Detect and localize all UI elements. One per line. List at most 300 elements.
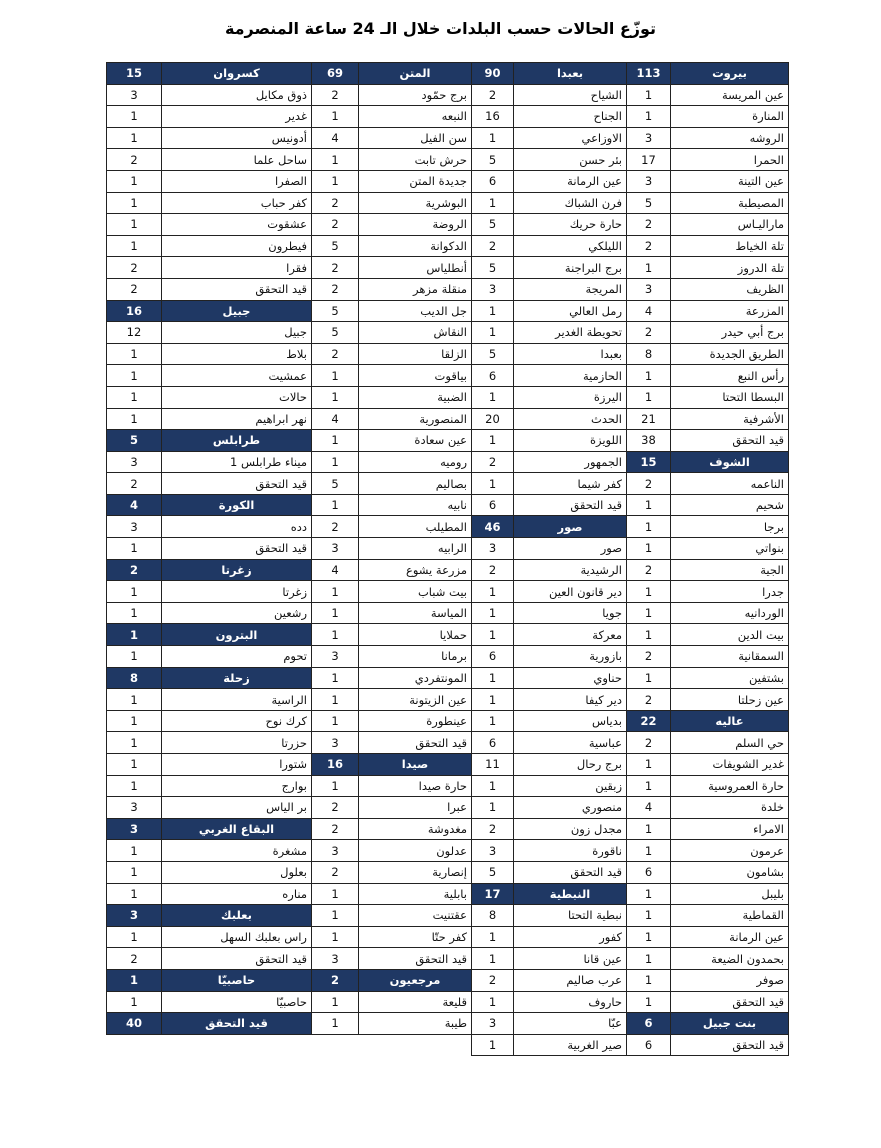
case-count: 11 [472, 754, 514, 776]
town-row [312, 926, 472, 948]
case-count: 1 [107, 127, 162, 149]
case-count: 4 [627, 300, 671, 322]
town-name: عباسية [514, 732, 627, 754]
town-row [312, 343, 472, 365]
town-row [472, 754, 627, 776]
town-name: قيد التحقق [671, 991, 789, 1013]
case-count: 2 [627, 214, 671, 236]
case-count: 2 [107, 149, 162, 171]
case-count: 1 [627, 386, 671, 408]
case-count: 2 [627, 732, 671, 754]
town-name: قيد التحقق [162, 278, 312, 300]
district-name: زحلة [162, 667, 312, 689]
case-count: 8 [627, 343, 671, 365]
town-name: الليلكي [514, 235, 627, 257]
town-name: ذوق مكايل [162, 84, 312, 106]
town-name: حي السلم [671, 732, 789, 754]
case-count: 3 [627, 127, 671, 149]
town-row [472, 710, 627, 732]
district-total: 17 [472, 883, 514, 905]
case-count: 1 [472, 624, 514, 646]
town-name: كفور [514, 926, 627, 948]
town-row [472, 926, 627, 948]
town-row [107, 257, 312, 279]
town-row [107, 84, 312, 106]
case-count: 1 [472, 926, 514, 948]
district-header-row [627, 451, 789, 473]
town-row [312, 106, 472, 128]
town-row [472, 818, 627, 840]
case-count: 3 [312, 646, 359, 668]
town-name: فيطرون [162, 235, 312, 257]
town-row [627, 430, 789, 452]
case-count: 2 [312, 257, 359, 279]
district-name: جبيل [162, 300, 312, 322]
case-count: 1 [627, 775, 671, 797]
town-row [312, 667, 472, 689]
case-count: 1 [107, 365, 162, 387]
case-count: 2 [312, 797, 359, 819]
district-name: بنت جبيل [671, 1013, 789, 1035]
town-name: قيد التحقق [162, 948, 312, 970]
case-count: 2 [472, 84, 514, 106]
town-row [312, 948, 472, 970]
case-count: 5 [312, 300, 359, 322]
district-name: البقاع الغربي [162, 818, 312, 840]
town-name: النقاش [359, 322, 472, 344]
case-count: 1 [627, 494, 671, 516]
district-table-metn [311, 62, 472, 1035]
town-row [627, 365, 789, 387]
town-row [312, 624, 472, 646]
town-row [627, 214, 789, 236]
case-count: 1 [312, 581, 359, 603]
town-row [312, 818, 472, 840]
case-count: 16 [472, 106, 514, 128]
town-row [472, 106, 627, 128]
town-row [472, 494, 627, 516]
town-name: جديدة المتن [359, 170, 472, 192]
town-name: ناقورة [514, 840, 627, 862]
case-count: 2 [472, 235, 514, 257]
case-count: 6 [472, 646, 514, 668]
district-total: 113 [627, 63, 671, 85]
town-row [472, 559, 627, 581]
town-name: برج أبي حيدر [671, 322, 789, 344]
town-name: الاوزاعي [514, 127, 627, 149]
town-name: الامراء [671, 818, 789, 840]
case-count: 2 [312, 516, 359, 538]
district-total: 16 [107, 300, 162, 322]
case-count: 3 [627, 170, 671, 192]
town-name: قليعة [359, 991, 472, 1013]
case-count: 3 [472, 1013, 514, 1035]
district-total: 8 [107, 667, 162, 689]
case-count: 3 [312, 948, 359, 970]
town-name: المنصورية [359, 408, 472, 430]
town-row [472, 408, 627, 430]
town-row [107, 538, 312, 560]
case-count: 1 [312, 710, 359, 732]
case-count: 3 [107, 451, 162, 473]
district-total: 6 [627, 1013, 671, 1035]
town-row [107, 278, 312, 300]
town-row [312, 559, 472, 581]
town-name: برجا [671, 516, 789, 538]
town-name: عين التينة [671, 170, 789, 192]
case-count: 1 [472, 430, 514, 452]
town-row [472, 322, 627, 344]
town-name: برج حمّود [359, 84, 472, 106]
town-row [312, 602, 472, 624]
town-name: منصوري [514, 797, 627, 819]
district-header-row [107, 1013, 312, 1035]
case-count: 6 [627, 1034, 671, 1056]
town-name: اليرزة [514, 386, 627, 408]
town-row [312, 797, 472, 819]
town-name: المنارة [671, 106, 789, 128]
case-count: 4 [312, 127, 359, 149]
town-name: حزرتا [162, 732, 312, 754]
case-count: 3 [312, 538, 359, 560]
town-name: نهر ابراهيم [162, 408, 312, 430]
case-count: 1 [312, 667, 359, 689]
town-row [627, 646, 789, 668]
town-row [627, 602, 789, 624]
district-name: قيد التحقق [162, 1013, 312, 1035]
town-row [627, 235, 789, 257]
town-name: الأشرفية [671, 408, 789, 430]
town-name: منقلة مزهر [359, 278, 472, 300]
town-row [627, 667, 789, 689]
town-name: روميه [359, 451, 472, 473]
case-count: 3 [627, 278, 671, 300]
case-count: 1 [312, 494, 359, 516]
town-row [312, 278, 472, 300]
case-count: 3 [472, 840, 514, 862]
case-count: 1 [627, 257, 671, 279]
town-name: عرمون [671, 840, 789, 862]
district-name: النبطية [514, 883, 627, 905]
district-header-row [472, 63, 627, 85]
case-count: 12 [107, 322, 162, 344]
town-name: الحمرا [671, 149, 789, 171]
town-name: جل الديب [359, 300, 472, 322]
town-row [107, 343, 312, 365]
district-name: بعبدا [514, 63, 627, 85]
town-row [107, 214, 312, 236]
district-total: 2 [107, 559, 162, 581]
town-name: حارة العمروسية [671, 775, 789, 797]
case-count: 3 [107, 516, 162, 538]
case-count: 1 [107, 386, 162, 408]
town-row [312, 84, 472, 106]
case-count: 1 [472, 797, 514, 819]
case-count: 1 [312, 991, 359, 1013]
case-count: 6 [627, 861, 671, 883]
case-count: 20 [472, 408, 514, 430]
town-name: بر الياس [162, 797, 312, 819]
case-count: 1 [312, 905, 359, 927]
town-name: أدونيس [162, 127, 312, 149]
case-count: 2 [627, 559, 671, 581]
town-name: قيد التحقق [359, 948, 472, 970]
town-name: الضبية [359, 386, 472, 408]
town-name: بحمدون الضيعة [671, 948, 789, 970]
case-count: 5 [472, 861, 514, 883]
town-row [627, 926, 789, 948]
town-name: قيد التحقق [514, 494, 627, 516]
town-row [472, 861, 627, 883]
district-total: 1 [107, 624, 162, 646]
case-count: 1 [107, 991, 162, 1013]
town-name: شتورا [162, 754, 312, 776]
town-name: طيبة [359, 1013, 472, 1035]
page-title: توزّع الحالات حسب البلدات خلال الـ 24 ساعة المنصرمة [224, 19, 657, 38]
town-row [312, 840, 472, 862]
case-count: 1 [107, 214, 162, 236]
case-count: 1 [312, 602, 359, 624]
district-name: بعلبك [162, 905, 312, 927]
case-count: 1 [107, 926, 162, 948]
town-name: الجمهور [514, 451, 627, 473]
case-count: 2 [107, 257, 162, 279]
town-row [312, 689, 472, 711]
case-count: 1 [312, 883, 359, 905]
town-name: كفر شيما [514, 473, 627, 495]
town-name: مناره [162, 883, 312, 905]
town-name: المطيلب [359, 516, 472, 538]
district-name: كسروان [162, 63, 312, 85]
town-name: جويا [514, 602, 627, 624]
case-count: 1 [472, 322, 514, 344]
case-count: 1 [107, 581, 162, 603]
town-name: القماطية [671, 905, 789, 927]
town-name: أنطلياس [359, 257, 472, 279]
case-count: 3 [312, 840, 359, 862]
town-row [472, 538, 627, 560]
town-name: دير كيفا [514, 689, 627, 711]
case-count: 1 [627, 926, 671, 948]
town-row [472, 386, 627, 408]
town-row [107, 170, 312, 192]
case-count: 1 [627, 602, 671, 624]
case-count: 38 [627, 430, 671, 452]
case-count: 1 [312, 1013, 359, 1035]
town-name: بشتفين [671, 667, 789, 689]
district-total: 90 [472, 63, 514, 85]
district-total: 3 [107, 818, 162, 840]
case-count: 1 [312, 430, 359, 452]
case-count: 1 [472, 948, 514, 970]
town-name: فرن الشباك [514, 192, 627, 214]
town-name: شحيم [671, 494, 789, 516]
case-count: 5 [472, 149, 514, 171]
case-count: 2 [107, 278, 162, 300]
town-row [627, 861, 789, 883]
case-count: 21 [627, 408, 671, 430]
town-name: عرب صاليم [514, 969, 627, 991]
town-row [107, 948, 312, 970]
case-count: 2 [472, 559, 514, 581]
town-name: بصاليم [359, 473, 472, 495]
town-name: تحوم [162, 646, 312, 668]
town-name: عشقوت [162, 214, 312, 236]
case-count: 1 [627, 365, 671, 387]
district-header-row [107, 559, 312, 581]
town-name: السمقانية [671, 646, 789, 668]
town-name: خلدة [671, 797, 789, 819]
town-name: الطريق الجديدة [671, 343, 789, 365]
case-count: 1 [472, 581, 514, 603]
town-row [472, 969, 627, 991]
town-name: بوارج [162, 775, 312, 797]
case-count: 1 [312, 365, 359, 387]
town-row [627, 840, 789, 862]
case-count: 1 [627, 624, 671, 646]
town-name: زبقين [514, 775, 627, 797]
case-count: 1 [107, 754, 162, 776]
town-row [627, 170, 789, 192]
district-header-row [472, 883, 627, 905]
district-header-row [312, 969, 472, 991]
town-name: تلة الخياط [671, 235, 789, 257]
district-name: الشوف [671, 451, 789, 473]
case-count: 2 [627, 235, 671, 257]
town-row [107, 797, 312, 819]
town-row [627, 797, 789, 819]
town-name: حاروف [514, 991, 627, 1013]
town-name: غدير الشويفات [671, 754, 789, 776]
district-total: 69 [312, 63, 359, 85]
case-count: 2 [627, 689, 671, 711]
town-row [312, 451, 472, 473]
town-name: ميناء طرابلس 1 [162, 451, 312, 473]
town-name: الوردانيه [671, 602, 789, 624]
town-row [472, 732, 627, 754]
town-name: جدرا [671, 581, 789, 603]
town-name: عقتنيت [359, 905, 472, 927]
case-count: 1 [627, 840, 671, 862]
town-row [472, 343, 627, 365]
town-row [107, 710, 312, 732]
town-row [627, 257, 789, 279]
town-name: بئر حسن [514, 149, 627, 171]
town-name: المياسة [359, 602, 472, 624]
town-name: كفر حتّا [359, 926, 472, 948]
town-name: معركة [514, 624, 627, 646]
case-count: 2 [627, 473, 671, 495]
town-name: فقرا [162, 257, 312, 279]
town-name: عين الرمانة [514, 170, 627, 192]
town-name: دده [162, 516, 312, 538]
case-count: 1 [472, 775, 514, 797]
case-count: 1 [627, 84, 671, 106]
district-total: 1 [107, 969, 162, 991]
town-row [627, 84, 789, 106]
district-table-beirut [626, 62, 789, 1056]
town-name: الزلقا [359, 343, 472, 365]
town-name: الظريف [671, 278, 789, 300]
town-name: حارة صيدا [359, 775, 472, 797]
case-count: 6 [472, 170, 514, 192]
district-name: صيدا [359, 754, 472, 776]
town-name: بشامون [671, 861, 789, 883]
town-name: صور [514, 538, 627, 560]
town-name: غدير [162, 106, 312, 128]
case-count: 1 [107, 192, 162, 214]
district-header-row [627, 710, 789, 732]
town-name: برج رحال [514, 754, 627, 776]
town-row [627, 300, 789, 322]
case-count: 1 [472, 300, 514, 322]
case-count: 1 [312, 386, 359, 408]
town-name: صير الغربية [514, 1034, 627, 1056]
district-total: 46 [472, 516, 514, 538]
town-row [107, 386, 312, 408]
town-name: بيت شباب [359, 581, 472, 603]
case-count: 2 [312, 861, 359, 883]
case-count: 1 [627, 818, 671, 840]
case-count: 17 [627, 149, 671, 171]
town-row [107, 365, 312, 387]
town-row [472, 473, 627, 495]
town-name: مجدل زون [514, 818, 627, 840]
town-name: المزرعة [671, 300, 789, 322]
case-count: 5 [472, 214, 514, 236]
district-total: 15 [627, 451, 671, 473]
case-count: 5 [472, 257, 514, 279]
town-row [312, 991, 472, 1013]
case-count: 1 [472, 386, 514, 408]
case-count: 5 [312, 473, 359, 495]
district-header-row [107, 624, 312, 646]
town-name: جبيل [162, 322, 312, 344]
town-name: عينطورة [359, 710, 472, 732]
town-row [472, 300, 627, 322]
town-name: رشعين [162, 602, 312, 624]
town-row [107, 516, 312, 538]
case-count: 1 [627, 948, 671, 970]
town-name: بلاط [162, 343, 312, 365]
town-row [312, 127, 472, 149]
case-count: 2 [312, 278, 359, 300]
town-row [312, 710, 472, 732]
case-count: 1 [107, 840, 162, 862]
town-name: الروضة [359, 214, 472, 236]
town-row [472, 84, 627, 106]
town-row [627, 905, 789, 927]
town-row [627, 948, 789, 970]
district-name: زغرتا [162, 559, 312, 581]
case-count: 1 [312, 106, 359, 128]
case-count: 2 [472, 969, 514, 991]
town-row [472, 1013, 627, 1035]
town-name: الجية [671, 559, 789, 581]
town-row [312, 646, 472, 668]
town-row [472, 149, 627, 171]
case-count: 2 [312, 214, 359, 236]
town-row [312, 905, 472, 927]
case-count: 1 [107, 732, 162, 754]
case-count: 3 [107, 84, 162, 106]
case-count: 1 [472, 710, 514, 732]
town-row [107, 689, 312, 711]
town-row [627, 149, 789, 171]
district-header-row [107, 494, 312, 516]
town-row [627, 127, 789, 149]
town-row [627, 624, 789, 646]
